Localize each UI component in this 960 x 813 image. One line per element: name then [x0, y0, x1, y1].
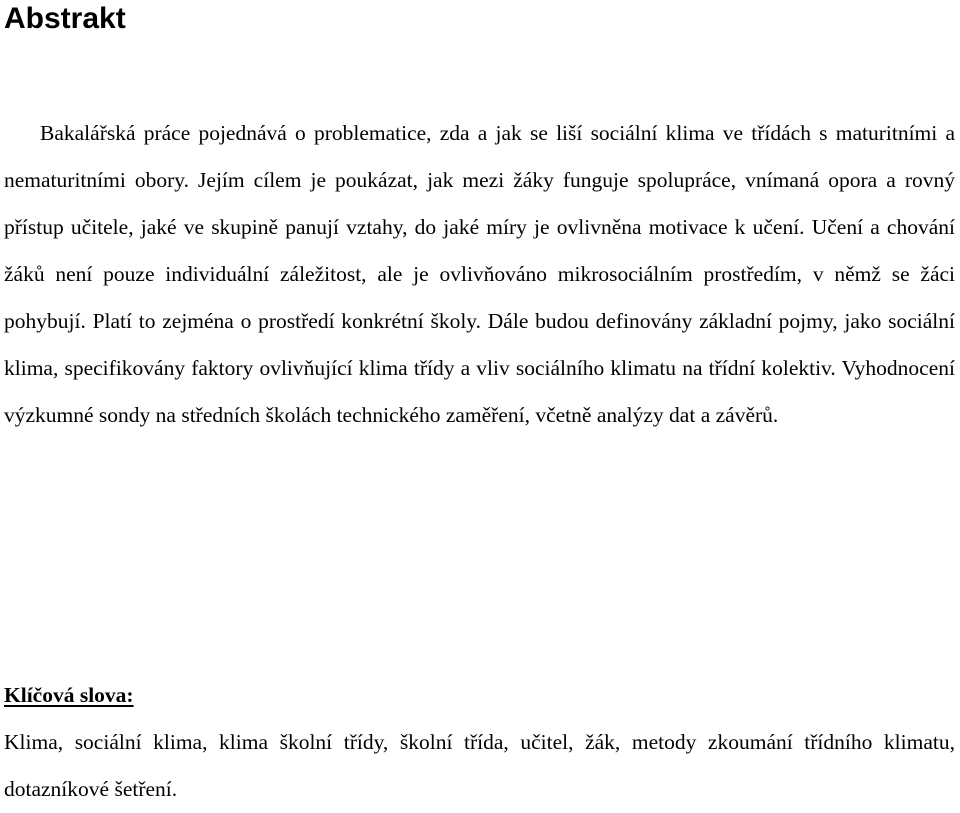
keywords-paragraph: Klima, sociální klima, klima školní třídy, školní třída, učitel, žák, metody zkoumání třídního klimatu, dotazníkové šetření.	[4, 730, 955, 801]
keywords-title: Klíčová slova:	[4, 683, 134, 707]
abstract-heading: Abstrakt	[4, 2, 126, 35]
abstract-paragraph: Bakalářská práce pojednává o problematice, zda a jak se liší sociální klima ve třídách s maturitními a nematuritními obory. Jejím cílem je poukázat, jak mezi žáky funguje spolupráce, vnímaná opora a rovný přístup učitele, jaké ve skupině panují vztahy, do jaké míry je ovlivněna motivace k učení. Učení a chování žáků není pouze individuální záležitost, ale je ovlivňováno mikrosociálním prostředím, v němž se žáci pohybují. Platí to zejména o prostředí konkrétní školy. Dále budou definovány základní pojmy, jako sociální klima, specifikovány faktory ovlivňující klima třídy a vliv sociálního klimatu na třídní kolektiv. Vyhodnocení výzkumné sondy na středních školách technického zaměření, včetně analýzy dat a závěrů.	[4, 121, 955, 427]
